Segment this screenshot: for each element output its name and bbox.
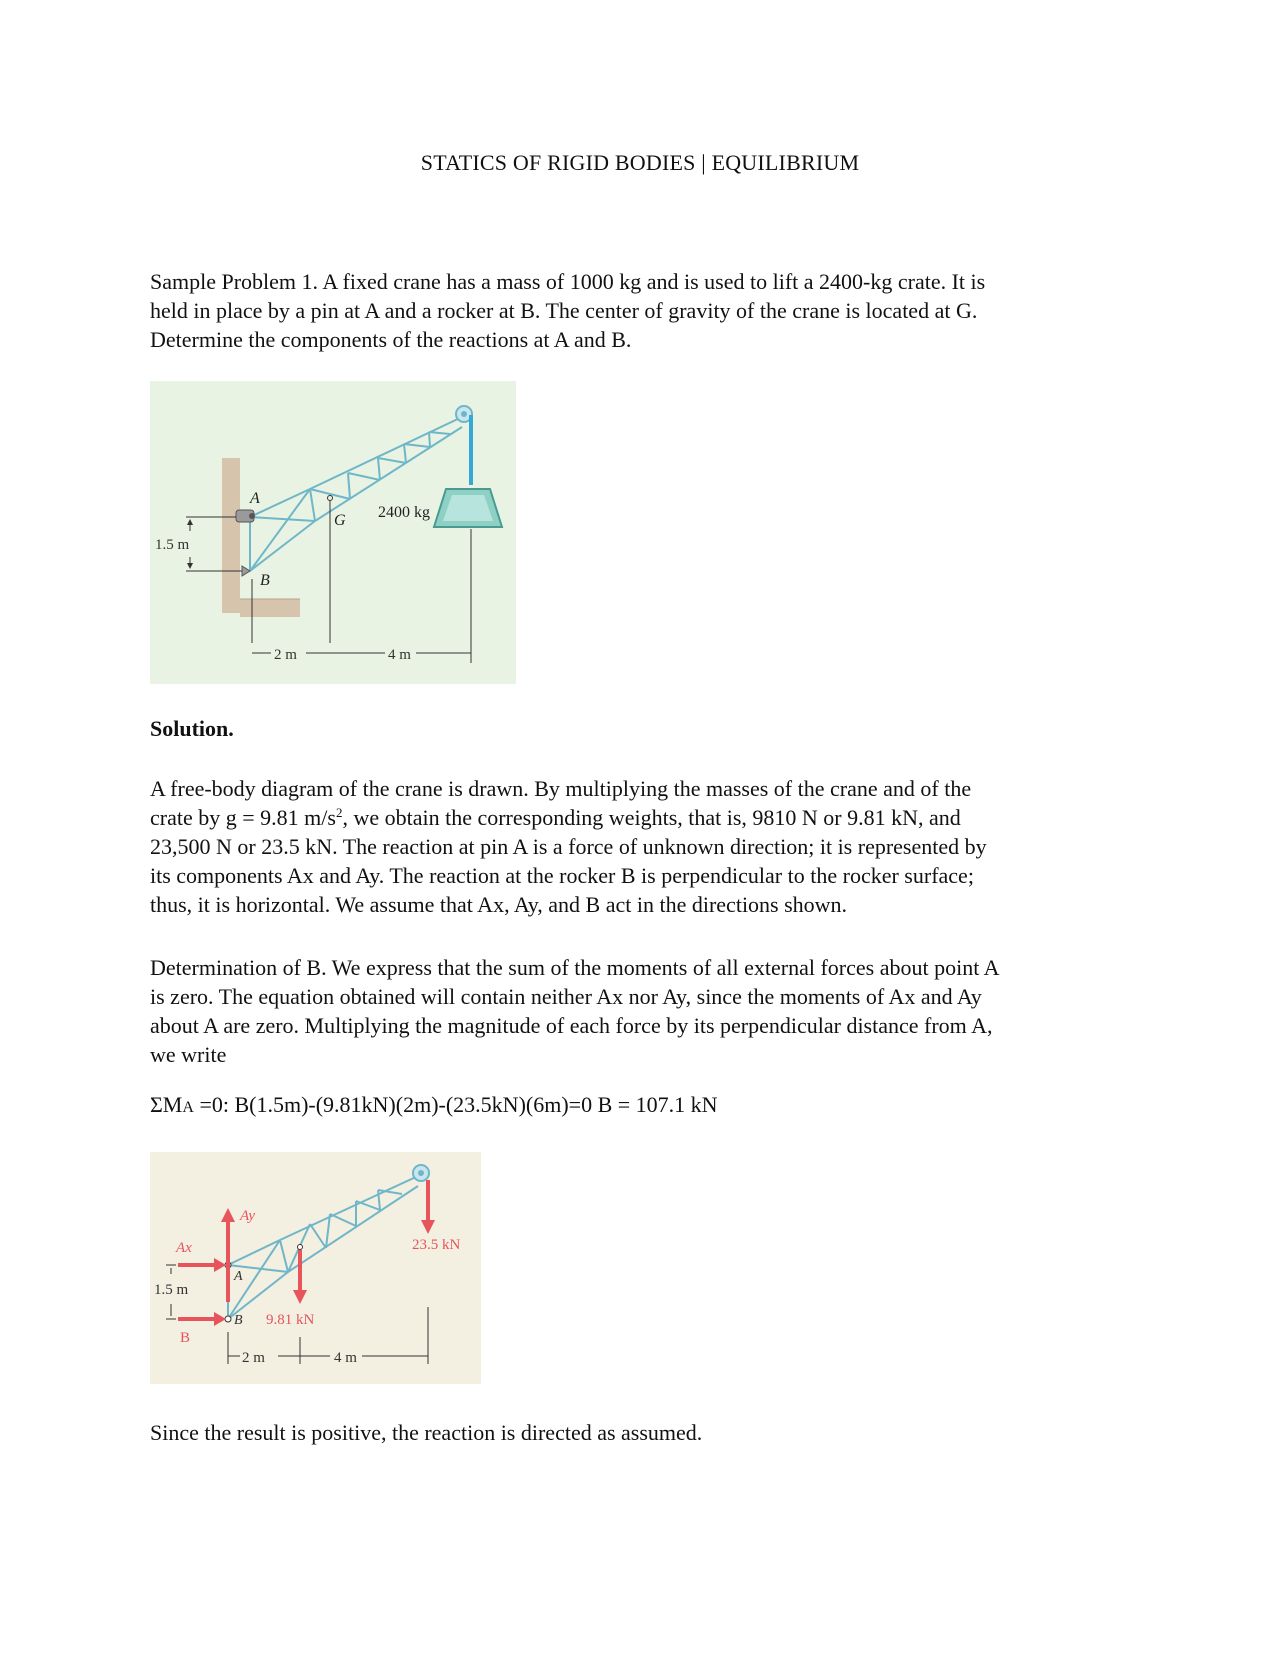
solution-line: thus, it is horizontal. We assume that Ax, Ay, and B act in the directions shown. bbox=[150, 892, 848, 917]
solution-line: crate by g = 9.81 $m/s^2$, we obtain the corresponding weights, that is, 9810 N or 9.81 kN, and bbox=[150, 805, 961, 830]
problem-line: Sample Problem 1. A fixed crane has a mass of 1000 kg and is used to lift a 2400-kg crate. It is bbox=[150, 269, 986, 294]
dim-2m-label: 2 m bbox=[274, 647, 297, 663]
free-body-diagram bbox=[150, 1152, 481, 1384]
determination-line: is zero. The equation obtained will contain neither Ax nor Ay, since the moments of Ax and Ay bbox=[150, 984, 982, 1009]
problem-line: held in place by a pin at A and a rocker at B. The center of gravity of the crane is located at G. bbox=[150, 298, 978, 323]
label-b-point: B bbox=[234, 1313, 243, 1328]
ground-block bbox=[240, 599, 300, 617]
determination-line: Determination of B. We express that the sum of the moments of all external forces about point A bbox=[150, 955, 1000, 980]
label-ax: Ax bbox=[176, 1240, 192, 1256]
dim-height-label: 1.5 m bbox=[155, 537, 190, 553]
dim-2m-label: 2 m bbox=[242, 1350, 265, 1366]
dim-4m-label: 4 m bbox=[388, 647, 411, 663]
page-title: STATICS OF RIGID BODIES | EQUILIBRIUM bbox=[420, 150, 860, 175]
label-b: B bbox=[260, 572, 270, 589]
label-a: A bbox=[234, 1269, 243, 1284]
crate-mass-label: 2400 kg bbox=[378, 504, 430, 521]
determination-line: about A are zero. Multiplying the magnitude of each force by its perpendicular distance from A, bbox=[150, 1013, 993, 1038]
crate-weight-label: 23.5 kN bbox=[412, 1237, 461, 1253]
dim-height-label: 1.5 m bbox=[154, 1282, 189, 1298]
crane-weight-label: 9.81 kN bbox=[266, 1312, 315, 1328]
conclusion: Since the result is positive, the reaction is directed as assumed. bbox=[150, 1420, 703, 1445]
problem-line: Determine the components of the reactions at A and B. bbox=[150, 327, 632, 352]
label-a: A bbox=[250, 490, 260, 507]
figure-background bbox=[150, 1152, 481, 1384]
dim-4m-label: 4 m bbox=[334, 1350, 357, 1366]
label-g: G bbox=[334, 512, 346, 529]
moment-equation: ΣMA =0: B(1.5m)-(9.81kN)(2m)-(23.5kN)(6m)=0 B = 107.1 kN bbox=[150, 1092, 718, 1117]
determination-line: we write bbox=[150, 1042, 227, 1067]
label-b-force: B bbox=[180, 1330, 191, 1346]
wall bbox=[222, 458, 240, 613]
solution-paragraph bbox=[150, 774, 1130, 919]
solution-line: 23,500 N or 23.5 kN. The reaction at pin A is a force of unknown direction; it is represented by bbox=[150, 834, 987, 859]
solution-line: its components Ax and Ay. The reaction at the rocker B is perpendicular to the rocker surface; bbox=[150, 863, 974, 888]
crane-figure bbox=[150, 381, 516, 684]
solution-line: A free-body diagram of the crane is drawn. By multiplying the masses of the crane and of the bbox=[150, 776, 972, 801]
determination-paragraph bbox=[150, 953, 1130, 1069]
label-ay: Ay bbox=[240, 1208, 255, 1224]
solution-heading: Solution. bbox=[150, 716, 234, 741]
problem-statement bbox=[150, 267, 1130, 354]
